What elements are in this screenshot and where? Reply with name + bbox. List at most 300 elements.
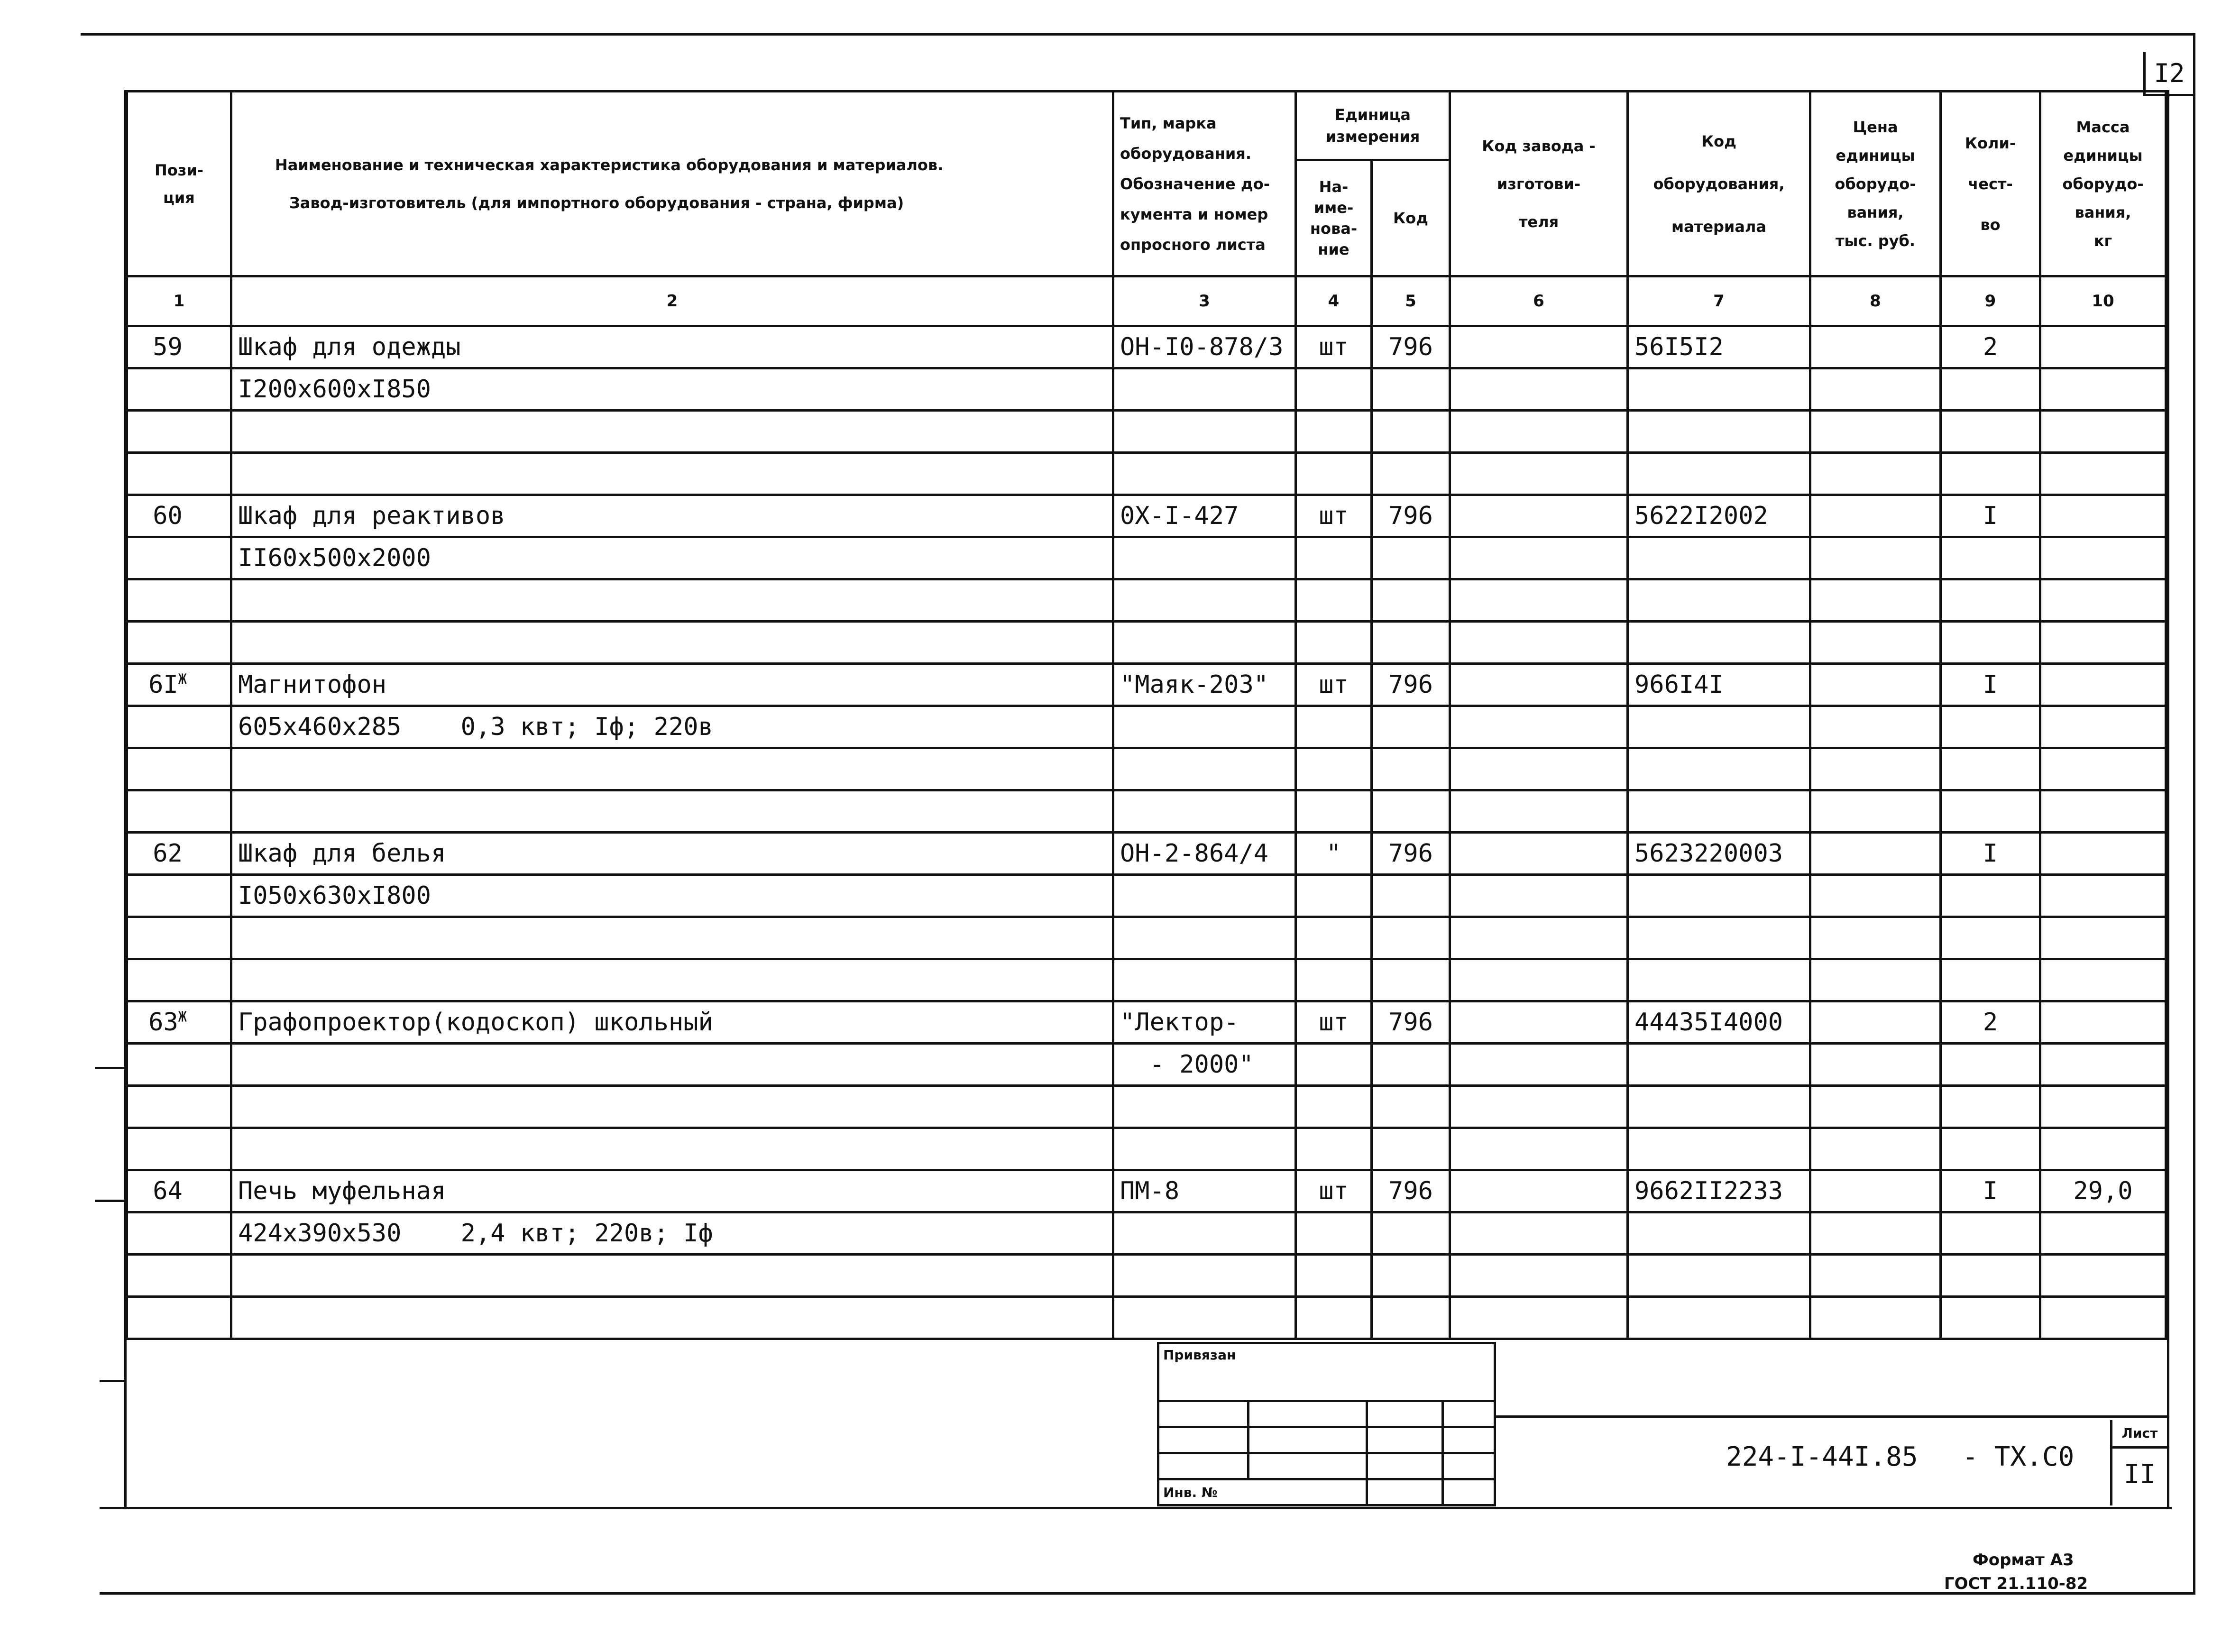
factory-code-cell (1450, 1128, 1628, 1170)
name-cell (231, 875, 1113, 917)
unit-name-cell (1296, 1001, 1372, 1044)
table-row (127, 1001, 2166, 1044)
column-number: 7 (1628, 276, 1810, 326)
position-cell (127, 833, 231, 875)
designation-code: 224-I-44I.85 (1726, 1441, 1918, 1472)
unit-code-cell (1372, 1001, 1450, 1044)
factory-code-cell (1450, 917, 1628, 959)
column-number: 10 (2040, 276, 2166, 326)
column-number: 2 (231, 276, 1113, 326)
factory-code-cell (1450, 706, 1628, 748)
equipment-code-cell (1628, 917, 1810, 959)
header-name-line1: Наименование и техническая характеристика оборудования и материалов. (275, 156, 944, 174)
quantity-cell (1941, 1128, 2040, 1170)
factory-code-cell (1450, 748, 1628, 790)
name-cell (231, 411, 1113, 453)
column-number: 6 (1450, 276, 1628, 326)
type-cell (1113, 1297, 1296, 1339)
unit-code-cell (1372, 790, 1450, 833)
type-cell (1113, 1086, 1296, 1128)
equipment-code-cell (1628, 537, 1810, 579)
stamp-designation (1726, 1441, 2074, 1472)
quantity-cell (1941, 959, 2040, 1001)
name-cell (231, 622, 1113, 664)
type-cell (1113, 1212, 1296, 1255)
unit-code-cell (1372, 1255, 1450, 1297)
equipment-code-cell (1628, 1044, 1810, 1086)
unit-code-cell (1372, 748, 1450, 790)
factory-code-cell (1450, 790, 1628, 833)
equipment-code-cell (1628, 453, 1810, 495)
mass-cell (2040, 411, 2166, 453)
equipment-code-cell (1628, 1297, 1810, 1339)
table-row (127, 706, 2166, 748)
factory-code-cell (1450, 875, 1628, 917)
table-row (127, 875, 2166, 917)
factory-code-cell (1450, 1212, 1628, 1255)
factory-code-cell (1450, 1170, 1628, 1212)
position-cell (127, 1044, 231, 1086)
right-border-line (2193, 33, 2195, 1593)
name-cell (231, 453, 1113, 495)
mass-cell (2040, 1297, 2166, 1339)
quantity-cell (1941, 664, 2040, 706)
column-number: 1 (127, 276, 231, 326)
header-price: Цена единицы оборудо- вания, тыс. руб. (1810, 92, 1941, 276)
unit-name-cell (1296, 1255, 1372, 1297)
frame-bottom-line (100, 1507, 2172, 1509)
name-cell-text: Шкаф для белья (238, 839, 446, 868)
mass-cell (2040, 453, 2166, 495)
position-cell (127, 622, 231, 664)
unit-name-cell (1296, 1170, 1372, 1212)
stamp-top-line (1494, 1415, 2169, 1418)
table-row (127, 579, 2166, 622)
unit-code-cell (1372, 875, 1450, 917)
mass-cell (2040, 622, 2166, 664)
header-name-cell (231, 92, 1113, 276)
unit-name-cell (1296, 748, 1372, 790)
bottom-border-line (100, 1592, 2195, 1595)
unit-code-cell (1372, 959, 1450, 1001)
position-cell (127, 1212, 231, 1255)
price-cell (1810, 622, 1941, 664)
name-cell (231, 326, 1113, 368)
type-cell (1113, 495, 1296, 537)
type-cell-text: ОН-2-864/4 (1120, 839, 1269, 868)
quantity-cell-text: 2 (1983, 333, 1998, 361)
price-cell (1810, 917, 1941, 959)
name-cell (231, 495, 1113, 537)
left-tick-1 (95, 1067, 126, 1069)
name-cell-text: II60x500x2000 (238, 544, 431, 572)
equipment-code-cell (1628, 326, 1810, 368)
position-cell (127, 368, 231, 411)
mass-cell (2040, 326, 2166, 368)
price-cell (1810, 495, 1941, 537)
position-cell (127, 1086, 231, 1128)
position-cell (127, 1001, 231, 1044)
type-cell-text: - 2000" (1120, 1050, 1254, 1079)
mass-cell (2040, 1086, 2166, 1128)
position-mark: Ж (178, 671, 187, 688)
table-row (127, 326, 2166, 368)
list-label: Лист (2112, 1420, 2167, 1449)
list-number: II (2123, 1459, 2156, 1490)
quantity-cell (1941, 537, 2040, 579)
table-row (127, 1128, 2166, 1170)
table-row (127, 790, 2166, 833)
name-cell (231, 1212, 1113, 1255)
type-cell (1113, 875, 1296, 917)
quantity-cell (1941, 1255, 2040, 1297)
name-cell (231, 1001, 1113, 1044)
table-row (127, 622, 2166, 664)
unit-code-cell-text: 796 (1388, 502, 1433, 530)
mass-cell (2040, 748, 2166, 790)
quantity-cell (1941, 706, 2040, 748)
mass-cell (2040, 875, 2166, 917)
position-cell (127, 706, 231, 748)
price-cell (1810, 790, 1941, 833)
unit-name-cell (1296, 622, 1372, 664)
position-cell (127, 917, 231, 959)
mass-cell (2040, 833, 2166, 875)
equipment-code-cell (1628, 1212, 1810, 1255)
unit-name-cell (1296, 1212, 1372, 1255)
price-cell (1810, 1212, 1941, 1255)
equipment-code-cell (1628, 748, 1810, 790)
position-cell (127, 495, 231, 537)
position-cell (127, 326, 231, 368)
factory-code-cell (1450, 411, 1628, 453)
column-number: 4 (1296, 276, 1372, 326)
left-tick-3 (100, 1380, 126, 1382)
type-cell (1113, 368, 1296, 411)
name-cell (231, 664, 1113, 706)
name-cell (231, 579, 1113, 622)
quantity-cell (1941, 1212, 2040, 1255)
type-cell (1113, 1044, 1296, 1086)
column-number: 5 (1372, 276, 1450, 326)
equipment-code-cell (1628, 411, 1810, 453)
column-number: 9 (1941, 276, 2040, 326)
price-cell (1810, 1255, 1941, 1297)
table-row (127, 917, 2166, 959)
unit-code-cell-text: 796 (1388, 1008, 1433, 1037)
equipment-code-cell (1628, 1001, 1810, 1044)
mass-cell (2040, 664, 2166, 706)
unit-code-cell (1372, 917, 1450, 959)
inner-right-frame-line (2167, 90, 2169, 1508)
list-box (2110, 1420, 2167, 1505)
price-cell (1810, 959, 1941, 1001)
unit-name-cell (1296, 833, 1372, 875)
quantity-cell (1941, 875, 2040, 917)
equipment-code-cell (1628, 1086, 1810, 1128)
type-cell-text: ПМ-8 (1120, 1177, 1180, 1205)
table-row (127, 495, 2166, 537)
type-cell (1113, 917, 1296, 959)
sheet-number: I2 (2143, 52, 2193, 96)
type-cell (1113, 664, 1296, 706)
price-cell (1810, 664, 1941, 706)
table-row (127, 368, 2166, 411)
type-cell (1113, 579, 1296, 622)
stamp-inv-no: Инв. № (1163, 1484, 1218, 1500)
type-cell (1113, 833, 1296, 875)
name-cell (231, 1297, 1113, 1339)
type-cell-text: 0Х-I-427 (1120, 502, 1239, 530)
type-cell-text: "Маяк-203" (1120, 670, 1269, 699)
price-cell (1810, 326, 1941, 368)
type-cell (1113, 748, 1296, 790)
position-cell (127, 1128, 231, 1170)
unit-code-cell (1372, 706, 1450, 748)
position-cell (127, 664, 231, 706)
gost-label: ГОСТ 21.110-82 (1944, 1574, 2088, 1593)
equipment-code-cell (1628, 875, 1810, 917)
unit-code-cell (1372, 326, 1450, 368)
equipment-code-cell (1628, 622, 1810, 664)
type-cell (1113, 706, 1296, 748)
table-row (127, 664, 2166, 706)
quantity-cell (1941, 368, 2040, 411)
name-cell (231, 1255, 1113, 1297)
quantity-cell (1941, 790, 2040, 833)
price-cell (1810, 1297, 1941, 1339)
unit-name-cell (1296, 959, 1372, 1001)
unit-name-cell (1296, 664, 1372, 706)
name-cell-text: Шкаф для одежды (238, 333, 461, 361)
equipment-code-cell (1628, 579, 1810, 622)
position-cell (127, 537, 231, 579)
table-row (127, 1297, 2166, 1339)
header-type: Тип, марка оборудования. Обозначение до- кумента и номер опросного листа (1113, 92, 1296, 276)
format-label: Формат А3 (1973, 1551, 2074, 1569)
position-cell-text: 6I (148, 670, 178, 699)
name-cell-text: Графопроектор(кодоскоп) школьный (238, 1008, 713, 1037)
position-cell (127, 579, 231, 622)
mass-cell (2040, 1170, 2166, 1212)
table-row (127, 1212, 2166, 1255)
type-cell (1113, 790, 1296, 833)
name-cell (231, 917, 1113, 959)
name-cell-text: Магнитофон (238, 670, 387, 699)
price-cell (1810, 411, 1941, 453)
unit-code-cell (1372, 1170, 1450, 1212)
mass-cell (2040, 1128, 2166, 1170)
unit-name-cell (1296, 1086, 1372, 1128)
equipment-code-cell (1628, 790, 1810, 833)
name-cell (231, 959, 1113, 1001)
top-border-line (81, 33, 2195, 36)
quantity-cell (1941, 1170, 2040, 1212)
name-cell (231, 1044, 1113, 1086)
type-cell (1113, 622, 1296, 664)
unit-name-cell (1296, 579, 1372, 622)
unit-name-cell-text: шт (1319, 670, 1349, 699)
unit-code-cell (1372, 833, 1450, 875)
factory-code-cell (1450, 495, 1628, 537)
unit-code-cell (1372, 622, 1450, 664)
quantity-cell (1941, 622, 2040, 664)
unit-code-cell (1372, 537, 1450, 579)
price-cell (1810, 1086, 1941, 1128)
unit-name-cell-text: шт (1319, 502, 1349, 530)
unit-name-cell (1296, 411, 1372, 453)
table-row (127, 453, 2166, 495)
name-cell (231, 537, 1113, 579)
unit-code-cell (1372, 411, 1450, 453)
position-cell-text: 64 (153, 1177, 183, 1205)
price-cell (1810, 1128, 1941, 1170)
position-cell (127, 411, 231, 453)
unit-code-cell (1372, 1128, 1450, 1170)
mass-cell (2040, 790, 2166, 833)
header-unit-code: Код (1372, 160, 1450, 276)
equipment-code-cell (1628, 833, 1810, 875)
unit-name-cell-text: " (1326, 839, 1341, 868)
column-number: 3 (1113, 276, 1296, 326)
specification-table (126, 90, 2167, 1340)
equipment-code-cell (1628, 1128, 1810, 1170)
type-cell (1113, 1001, 1296, 1044)
quantity-cell (1941, 579, 2040, 622)
factory-code-cell (1450, 537, 1628, 579)
quantity-cell (1941, 1086, 2040, 1128)
left-tick-2 (95, 1200, 126, 1202)
type-cell (1113, 959, 1296, 1001)
price-cell (1810, 1001, 1941, 1044)
quantity-cell (1941, 748, 2040, 790)
unit-name-cell (1296, 875, 1372, 917)
factory-code-cell (1450, 622, 1628, 664)
type-cell (1113, 453, 1296, 495)
table-row (127, 411, 2166, 453)
equipment-code-cell-text: 56I5I2 (1634, 333, 1724, 361)
factory-code-cell (1450, 453, 1628, 495)
price-cell (1810, 579, 1941, 622)
equipment-code-cell (1628, 706, 1810, 748)
column-number: 8 (1810, 276, 1941, 326)
quantity-cell-text: I (1983, 839, 1998, 868)
equipment-code-cell (1628, 959, 1810, 1001)
table-row (127, 1170, 2166, 1212)
price-cell (1810, 833, 1941, 875)
unit-name-cell (1296, 706, 1372, 748)
equipment-code-cell (1628, 368, 1810, 411)
quantity-cell (1941, 833, 2040, 875)
factory-code-cell (1450, 1086, 1628, 1128)
position-cell (127, 1255, 231, 1297)
unit-name-cell-text: шт (1319, 333, 1349, 361)
unit-name-cell (1296, 368, 1372, 411)
factory-code-cell (1450, 1001, 1628, 1044)
table-row (127, 1044, 2166, 1086)
equipment-code-cell-text: 966I4I (1634, 670, 1724, 699)
designation-suffix: - ТХ.С0 (1962, 1441, 2075, 1472)
name-cell-text: 424x390x530 2,4 квт; 220в; Iф (238, 1219, 713, 1248)
equipment-code-cell-text: 9662II2233 (1634, 1177, 1783, 1205)
mass-cell (2040, 1001, 2166, 1044)
quantity-cell (1941, 1044, 2040, 1086)
name-cell-text: Шкаф для реактивов (238, 502, 505, 530)
price-cell (1810, 537, 1941, 579)
position-cell-text: 62 (153, 839, 183, 868)
unit-code-cell (1372, 664, 1450, 706)
mass-cell (2040, 706, 2166, 748)
unit-code-cell (1372, 1044, 1450, 1086)
name-cell (231, 748, 1113, 790)
unit-code-cell-text: 796 (1388, 333, 1433, 361)
position-cell (127, 1297, 231, 1339)
type-cell (1113, 1255, 1296, 1297)
unit-name-cell-text: шт (1319, 1008, 1349, 1037)
column-number-row (127, 276, 2166, 326)
header-quantity: Коли- чест- во (1941, 92, 2040, 276)
name-cell (231, 1128, 1113, 1170)
mass-cell (2040, 1255, 2166, 1297)
factory-code-cell (1450, 1255, 1628, 1297)
quantity-cell (1941, 1001, 2040, 1044)
unit-code-cell (1372, 368, 1450, 411)
equipment-code-cell (1628, 664, 1810, 706)
quantity-cell (1941, 917, 2040, 959)
quantity-cell-text: I (1983, 670, 1998, 699)
type-cell (1113, 1128, 1296, 1170)
position-cell (127, 959, 231, 1001)
unit-name-cell (1296, 495, 1372, 537)
quantity-cell (1941, 453, 2040, 495)
factory-code-cell (1450, 326, 1628, 368)
position-cell (127, 1170, 231, 1212)
position-mark: Ж (178, 1009, 187, 1026)
name-cell (231, 790, 1113, 833)
unit-name-cell (1296, 326, 1372, 368)
name-cell-text: 605x460x285 0,3 квт; Iф; 220в (238, 713, 713, 741)
position-cell (127, 748, 231, 790)
name-cell (231, 833, 1113, 875)
unit-name-cell (1296, 1297, 1372, 1339)
table-row (127, 748, 2166, 790)
name-cell-text: Печь муфельная (238, 1177, 446, 1205)
stamp-privyazan: Привязан (1163, 1347, 1236, 1363)
equipment-code-cell (1628, 1170, 1810, 1212)
stamp-left (1157, 1342, 1496, 1506)
header-equipment-code: Код оборудования, материала (1628, 92, 1810, 276)
price-cell (1810, 875, 1941, 917)
mass-cell (2040, 537, 2166, 579)
type-cell (1113, 537, 1296, 579)
unit-name-cell (1296, 537, 1372, 579)
factory-code-cell (1450, 1297, 1628, 1339)
table-row (127, 1086, 2166, 1128)
price-cell (1810, 453, 1941, 495)
mass-cell (2040, 917, 2166, 959)
unit-name-cell (1296, 1128, 1372, 1170)
name-cell (231, 1170, 1113, 1212)
equipment-code-cell-text: 44435I4000 (1634, 1008, 1783, 1037)
mass-cell (2040, 368, 2166, 411)
equipment-code-cell (1628, 1255, 1810, 1297)
position-cell (127, 790, 231, 833)
position-cell-text: 63 (148, 1008, 178, 1037)
name-cell-text: I050x630xI800 (238, 881, 431, 910)
type-cell (1113, 326, 1296, 368)
factory-code-cell (1450, 368, 1628, 411)
table-row (127, 537, 2166, 579)
